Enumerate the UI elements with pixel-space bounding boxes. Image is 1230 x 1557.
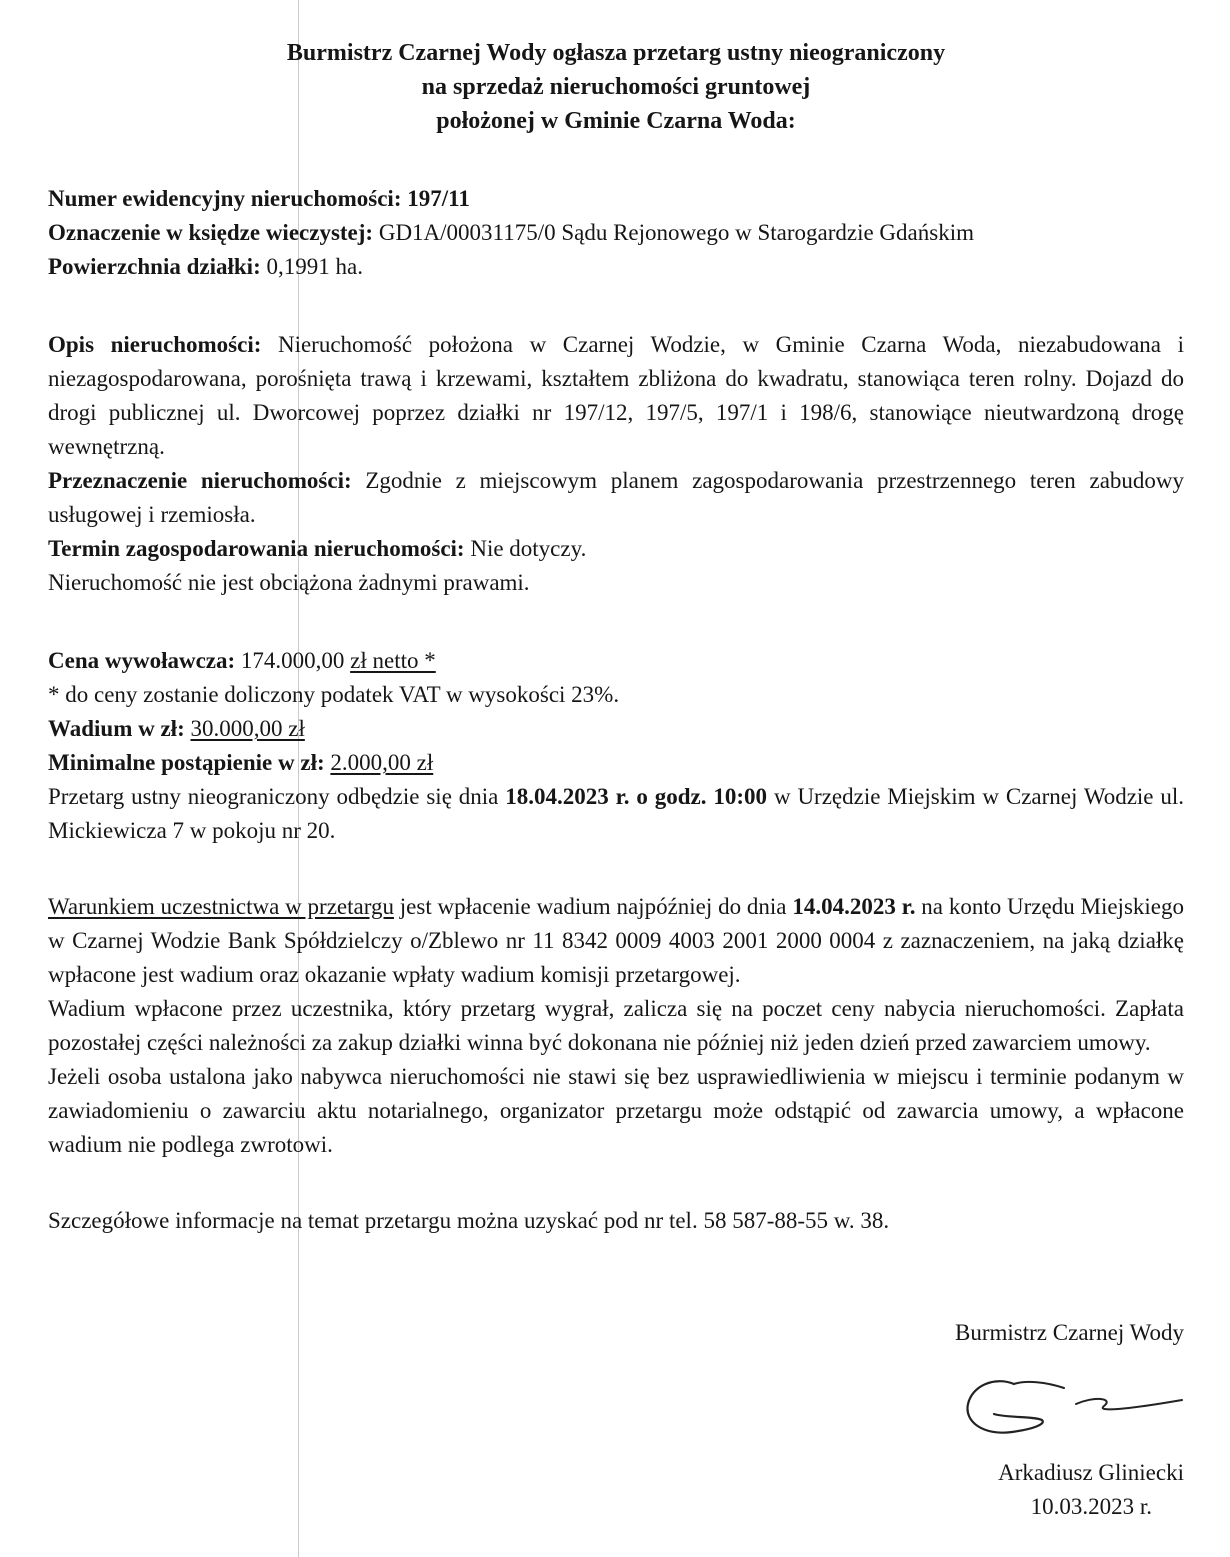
property-purpose-text: Zgodnie z miejscowym planem zagospodarowania przestrzennego teren zabudowy usługowej i rzemiosła. (48, 468, 1185, 527)
signature-block (884, 1316, 1184, 1519)
parcel-area-value: 0,1991 ha. (266, 254, 363, 279)
signature-title: Burmistrz Czarnej Wody (955, 1320, 1184, 1345)
participation-condition-underlined: Warunkiem uczestnictwa w przetargu (48, 894, 394, 919)
property-description (48, 328, 1184, 464)
price-section (48, 644, 1184, 848)
deposit-deadline: 14.04.2023 r. (792, 894, 916, 919)
development-deadline (48, 532, 1184, 566)
encumbrances-note: Nieruchomość nie jest obciążona żadnymi prawami. (48, 570, 530, 595)
conditions-section (48, 890, 1184, 1162)
parcel-number-label: Numer ewidencyjny nieruchomości: (48, 186, 402, 211)
deposit-credit-paragraph: Wadium wpłacone przez uczestnika, który przetarg wygrał, zalicza się na poczet ceny nabycia nieruchomości. Zapłata pozostałej części należności za zakup działki winna być dokonana nie później niż jeden dzień przed zawarciem umowy. (48, 996, 1184, 1055)
property-purpose (48, 464, 1184, 532)
announcement-document (48, 36, 1185, 1519)
property-identification (48, 182, 1184, 284)
auction-date-value: 18.04.2023 r. o godz. 10:00 (505, 784, 768, 809)
property-purpose-label: Przeznaczenie nieruchomości: (48, 468, 352, 493)
participation-condition-text-2: na konto Urzędu Miejskiego w Czarnej Wodzie Bank Spółdzielczy o/Zblewo nr 11 8342 0009 4003 2001 2000 0004 z zaznaczeniem, na jaką działkę wpłacone jest wadium oraz okazanie wpłaty wadium komisji przetargowej. (48, 894, 1185, 987)
starting-price-line (48, 644, 1184, 678)
starting-price-suffix: zł netto * (350, 648, 436, 673)
property-description-text: Nieruchomość położona w Czarnej Wodzie, w Gminie Czarna Woda, niezabudowana i niezagospodarowana, porośnięta trawą i krzewami, kształtem zbliżona do kwadratu, stanowiąca teren rolny. Dojazd do drogi publicznej ul. Dworcowej poprzez działki nr 197/12, 197/5, 197/1 i 198/6, stanowiące nieutwardzoną drogę wewnętrzną. (48, 332, 1184, 459)
parcel-number-line (48, 182, 1184, 216)
property-details (48, 328, 1184, 600)
participation-condition (48, 890, 1184, 992)
development-deadline-text: Nie dotyczy. (470, 536, 587, 561)
property-description-label: Opis nieruchomości: (48, 332, 262, 357)
deposit-label: Wadium w zł: (48, 716, 185, 741)
header-line-2: na sprzedaż nieruchomości gruntowej (421, 74, 811, 100)
vat-note: * do ceny zostanie doliczony podatek VAT w wysokości 23%. (48, 682, 620, 707)
signatory-name: Arkadiusz Gliniecki (998, 1460, 1184, 1485)
minimum-bid-value: 2.000,00 zł (330, 750, 434, 775)
handwritten-signature (954, 1366, 1194, 1456)
starting-price-label: Cena wywoławcza: (48, 648, 236, 673)
withdrawal-paragraph: Jeżeli osoba ustalona jako nabywca nieruchomości nie stawi się bez usprawiedliwienia w miejscu i terminie podanym w zawiadomieniu o zawarciu aktu notarialnego, organizator przetargu może odstąpić od zawarcia umowy, a wpłacone wadium nie podlega zwrotowi. (48, 1064, 1184, 1157)
auction-date-text-1: Przetarg ustny nieograniczony odbędzie się dnia (48, 784, 499, 809)
minimum-bid-line (48, 746, 1184, 780)
auction-date-text-2: w Urzędzie Miejskim w Czarnej Wodzie ul. Mickiewicza 7 w pokoju nr 20. (48, 784, 1185, 843)
parcel-area-label: Powierzchnia działki: (48, 254, 261, 279)
contact-info-text: Szczegółowe informacje na temat przetargu można uzyskać pod nr tel. 58 587-88-55 w. 38. (48, 1208, 890, 1233)
deposit-value: 30.000,00 zł (190, 716, 305, 741)
auction-date-paragraph (48, 780, 1184, 848)
header-line-1: Burmistrz Czarnej Wody ogłasza przetarg ustny nieograniczony (286, 40, 946, 66)
participation-condition-text-1: jest wpłacenie wadium najpóźniej do dnia (399, 894, 787, 919)
land-register-value: GD1A/00031175/0 Sądu Rejonowego w Starogardzie Gdańskim (378, 220, 974, 245)
header-line-3: położonej w Gminie Czarna Woda: (436, 108, 796, 134)
signature-date: 10.03.2023 r. (1030, 1494, 1152, 1519)
contact-info (48, 1204, 1184, 1238)
deposit-line (48, 712, 1184, 746)
land-register-label: Oznaczenie w księdze wieczystej: (48, 220, 374, 245)
parcel-area-line (48, 250, 1184, 284)
minimum-bid-label: Minimalne postąpienie w zł: (48, 750, 325, 775)
development-deadline-label: Termin zagospodarowania nieruchomości: (48, 536, 465, 561)
land-register-line (48, 216, 1184, 250)
starting-price-value: 174.000,00 (240, 648, 345, 673)
announcement-header (48, 36, 1184, 138)
parcel-number-value: 197/11 (407, 186, 470, 211)
